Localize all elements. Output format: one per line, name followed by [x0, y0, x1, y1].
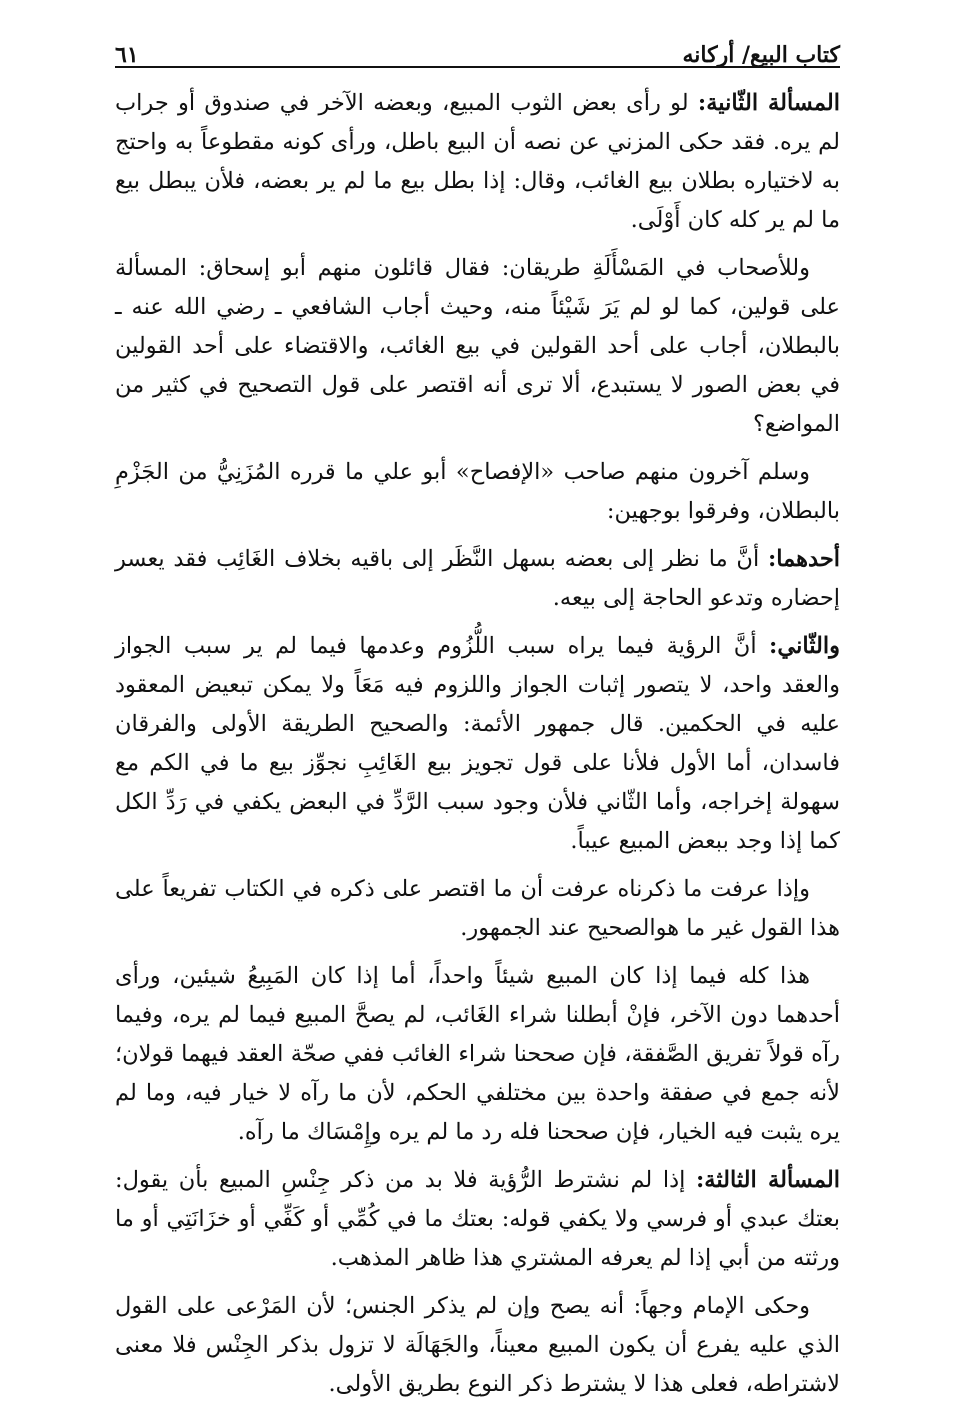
- paragraph-text: أنَّ ما نظر إلى بعضه بسهل النَّظَر إلى باقيه بخلاف الغَائِب فقد يعسر إحضاره وتدعو الحاجة إلى بيعه.: [115, 546, 840, 611]
- paragraph-text: أنَّ الرؤية فيما يراه سبب اللُّزُوم وعدمها فيما لم ير سبب الجواز والعقد واحد، لا يتصور إثبات الجواز واللزوم فيه مَعَاً ولا يمكن تبعيض المعقود عليه في الحكمين. قال جمهور الأئمة: والصحيح الطريقة الأولى والفرقان فاسدان، أما الأول فلأنا على قول تجويز بيع الغَائِبِ نجوِّز بيع ما في الكم مع سهولة إخراجه، وأما الثّاني فلأن وجود سبب الرَّدِّ في البعض يكفي في رَدِّ الكل كما إذا وجد ببعض المبيع عيباً.: [115, 633, 840, 854]
- paragraph-text: إذا لم نشترط الرُّؤية فلا بد من ذكر جِنْسِ المبيع بأن يقول: بعتك عبدي أو فرسي ولا يكفي قوله: بعتك ما في كُمِّي أو كَفِّي أو خزَانَتِي أو ما ورثته من أبي إذا لم يعرفه المشتري هذا ظاهر المذهب.: [115, 1167, 840, 1271]
- page-number: ٦١: [115, 42, 139, 68]
- header-rule: [115, 66, 840, 68]
- header-title: كتاب البيع/ أركانه: [682, 42, 840, 68]
- paragraph-lead: والثّاني:: [769, 633, 840, 659]
- paragraph-masala-2: [115, 84, 840, 240]
- paragraph-hadha-kulluh: [115, 957, 840, 1152]
- paragraph-thani: [115, 627, 840, 861]
- running-header: [115, 30, 840, 68]
- paragraph-text: وسلم آخرون منهم صاحب «الإفصاح» أبو علي ما قرره المُزَنِيُّ من الجَزْمِ بالبطلان، وفرقوا بوجهين:: [115, 459, 840, 524]
- paragraph-text: هذا كله فيما إذا كان المبيع شيئاً واحداً، أما إذا كان المَبِيعُ شيئين، ورأى أحدهما دون الآخر، فإنْ أبطلنا شراء الغَائب، لم يصحَّ المبيع فيما لم يره، وفيما رآه قولاً تفريق الصَّفقة، فإن صححنا شراء الغائب ففي صحّة العقد فيهما قولان؛ لأنه جمع في صفقة واحدة بين مختلفي الحكم، لأن ما رآه لا خيار فيه، وما لم يره يثبت فيه الخيار، فإن صححنا فله رد ما لم يره وإِمْسَاك ما رآه.: [115, 963, 840, 1145]
- paragraph-masala-3: [115, 1161, 840, 1278]
- paragraph-lead: أحدهما:: [767, 546, 840, 572]
- paragraph-lead: المسألة الثالثة:: [695, 1167, 840, 1193]
- paragraph-text: وللأصحاب في المَسْأَلَةِ طريقان: فقال قائلون منهم أبو إسحاق: المسألة على قولين، كما لو لم يَرَ شَيْئاً منه، وحيث أجاب الشافعي ـ رضي الله عنه ـ بالبطلان، أجاب على أحد القولين في بيع الغائب، والاقتضاء على أحد القولين في بعض الصور لا يستبدع، ألا ترى أنه اقتصر على قول التصحيح في كثير من المواضع؟: [115, 255, 840, 437]
- paragraph-ahaduhuma: [115, 540, 840, 618]
- paragraph-text: وحكى الإمام وجهاً: أنه يصح وإن لم يذكر الجنس؛ لأن المَرْعى على القول الذي عليه يفرع أن يكون المبيع معيناً، والجَهَالَة لا تزول بذكر الجِنْس فلا معنى لاشتراطه، فعلى هذا لا يشترط ذكر النوع بطريق الأولى.: [115, 1293, 840, 1397]
- paragraph-hakal-imam: [115, 1287, 840, 1404]
- page-body: [115, 84, 840, 1413]
- paragraph-text: لو رأى بعض الثوب المبيع، وبعضه الآخر في صندوق أو جراب لم يره. فقد حكى المزني عن نصه أن البيع باطل، ورأى كونه مقطوعاً به واحتج به لاختياره بطلان بيع الغائب، وقال: إذا بطل بيع ما لم ير بعضه، فلأن يبطل بيع ما لم ير كله كان أَوْلَى.: [115, 90, 840, 233]
- paragraph-lead: المسألة الثّانية:: [697, 90, 840, 116]
- paragraph-ashab-tariqan: [115, 249, 840, 444]
- paragraph-text: وإذا عرفت ما ذكرناه عرفت أن ما اقتصر على ذكره في الكتاب تفريعاً على هذا القول غير ما هوالصحيح عند الجمهور.: [115, 876, 840, 941]
- paragraph-ifsah: [115, 453, 840, 531]
- paragraph-idha-arafta: [115, 870, 840, 948]
